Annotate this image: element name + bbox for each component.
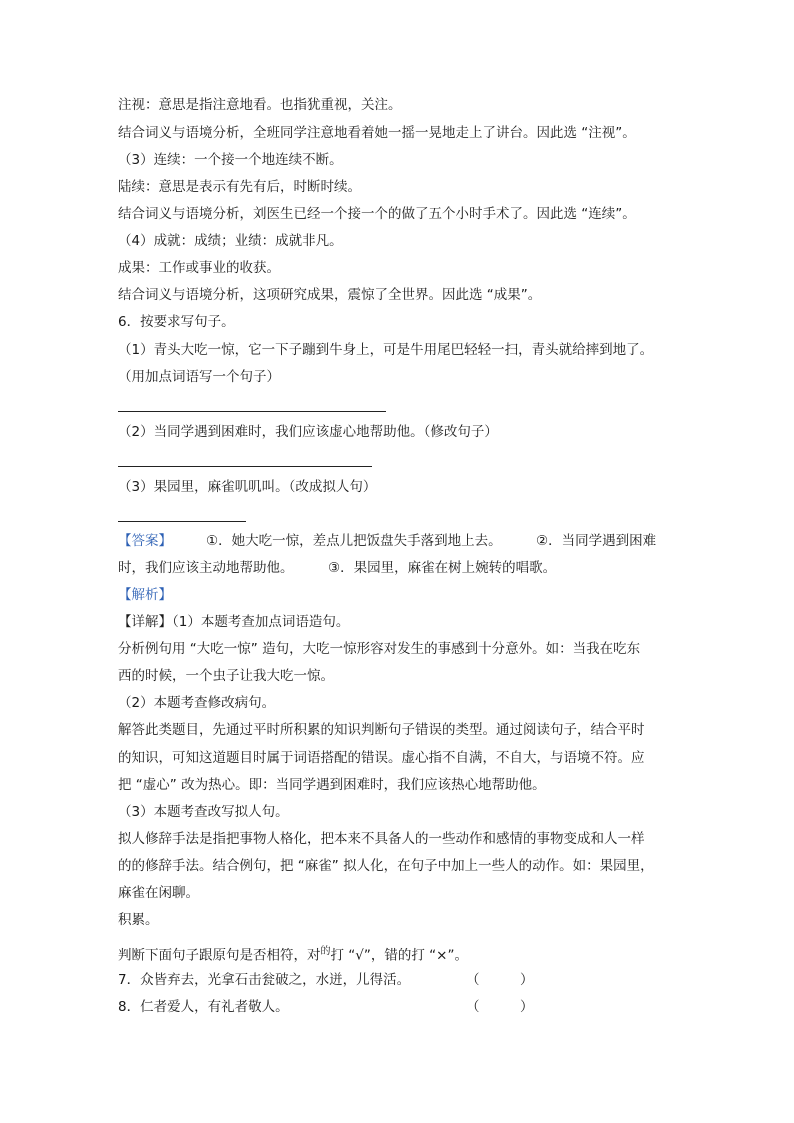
text-line: 成果：工作或事业的收获。 <box>118 260 280 276</box>
detail-label: 【详解】 <box>118 614 172 630</box>
answer-line <box>118 559 678 577</box>
text-line: （4）成就：成绩；业绩：成就非凡。 <box>118 233 343 249</box>
question-heading: 6．按要求写句子。 <box>118 314 235 330</box>
answer-item-2-cont: 时，我们应该主动地帮助他。 <box>118 560 294 576</box>
analysis-line: （3）本题考查改写拟人句。 <box>118 804 289 820</box>
judge-item <box>118 971 678 989</box>
analysis-text: （1）本题考查加点词语造句。 <box>172 614 350 630</box>
judge-instruction-text: 判断下面句子跟原句是否相符，对 <box>118 947 321 964</box>
text-line: 注视：意思是指注意地看。也指犹重视，关注。 <box>118 97 402 113</box>
analysis-line: 解答此类题目，先通过平时所积累的知识判断句子错误的类型。通过阅读句子，结合平时 <box>118 722 645 738</box>
judge-answer-blank[interactable]: （ ） <box>466 999 534 1015</box>
text-line: 结合词义与语境分析，这项研究成果，震惊了全世界。因此选 “成果”。 <box>118 287 542 303</box>
answer-blank-line <box>118 466 372 467</box>
analysis-line <box>118 613 678 631</box>
answer-item-3: ③．果园里，麻雀在树上婉转的唱歌。 <box>328 560 557 576</box>
text-line: 结合词义与语境分析，全班同学注意地看着她一摇一晃地走上了讲台。因此选 “注视”。 <box>118 125 636 141</box>
text-line: 陆续：意思是表示有先有后，时断时续。 <box>118 179 361 195</box>
judge-instruction-text: 打 “√”，错的打 “×”。 <box>330 947 468 964</box>
answer-blank-line <box>118 411 386 412</box>
analysis-label: 【解析】 <box>118 587 172 603</box>
text-line: （3）连续：一个接一个地连续不断。 <box>118 152 343 168</box>
analysis-line: 的的修辞手法。结合例句，把 “麻雀” 拟人化，在句子中加上一些人的动作。如：果园里， <box>118 858 654 874</box>
text-line: （3）果园里，麻雀叽叽叫。（改成拟人句） <box>118 479 377 495</box>
judge-item-text: 7．众皆弃去，光拿石击瓮破之，水迸，儿得活。 <box>118 972 411 988</box>
judge-item <box>118 998 678 1016</box>
text-line: （1）青头大吃一惊，它一下子蹦到牛身上，可是牛用尾巴轻轻一扫，青头就给摔到地了。 <box>118 342 654 358</box>
text-line: （用加点词语写一个句子） <box>118 369 280 385</box>
analysis-line: 拟人修辞手法是指把事物人格化，把本来不具备人的一些动作和感情的事物变成和人一样 <box>118 831 645 847</box>
judge-answer-blank[interactable]: （ ） <box>466 972 534 988</box>
answer-label: 【答案】 <box>118 533 172 549</box>
judge-instruction-sup: 的 <box>320 946 331 957</box>
analysis-line: 的知识，可知这道题目时属于词语搭配的错误。虚心指不自满，不自大，与语境不符。应 <box>118 750 645 766</box>
text-line: 结合词义与语境分析，刘医生已经一个接一个的做了五个小时手术了。因此选 “连续”。 <box>118 206 636 222</box>
analysis-line: 分析例句用 “大吃一惊” 造句，大吃一惊形容对发生的事感到十分意外。如：当我在吃东 <box>118 641 641 657</box>
analysis-line: 把 “虚心” 改为热心。即：当同学遇到困难时，我们应该热心地帮助他。 <box>118 777 546 793</box>
answer-line <box>118 532 678 550</box>
text-line: （2）当同学遇到困难时，我们应该虚心地帮助他。（修改句子） <box>118 424 498 440</box>
analysis-line: 积累。 <box>118 912 159 928</box>
analysis-line: （2）本题考查修改病句。 <box>118 695 276 711</box>
judge-instruction <box>118 943 678 965</box>
answer-blank-line <box>118 521 246 522</box>
judge-item-text: 8．仁者爱人，有礼者敬人。 <box>118 999 289 1015</box>
analysis-line: 西的时候，一个虫子让我大吃一惊。 <box>118 668 334 684</box>
answer-item-2: ②．当同学遇到困难 <box>536 533 657 549</box>
analysis-line: 麻雀在闲聊。 <box>118 885 199 901</box>
answer-item-1: ①．她大吃一惊，差点儿把饭盘失手落到地上去。 <box>206 533 502 549</box>
